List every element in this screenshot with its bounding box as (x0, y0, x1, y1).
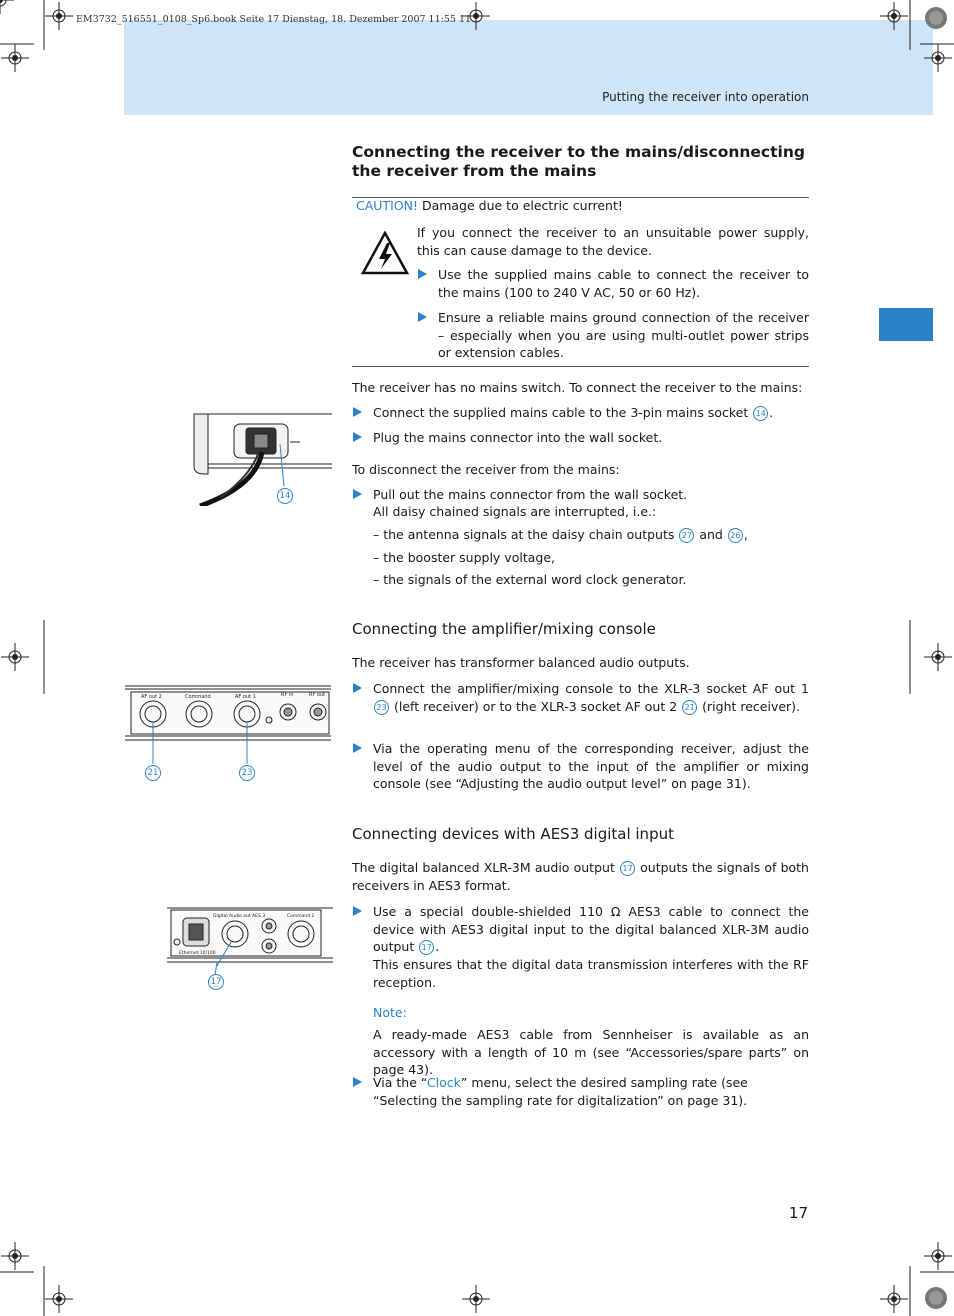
dash-item-1: – the antenna signals at the daisy chain outputs 27 and 26 , (373, 527, 748, 542)
section-heading-mains: Connecting the receiver to the mains/disconnecting the receiver from the mains (352, 143, 805, 180)
label-command-2: Command 2 (287, 914, 315, 919)
bullet-arrow-icon (353, 906, 362, 916)
dash-item-2: – the booster supply voltage, (373, 550, 555, 565)
amplifier-step-2: Via the operating menu of the corresponding receiver, adjust the level of the audio output to the input of the amplifier or mixing console (see “Adjusting the audio output level” on page 31). (373, 741, 809, 791)
caution-bullet-1: Use the supplied mains cable to connect the receiver to the mains (100 to 240 V AC, 50 or 60 Hz). (438, 267, 809, 300)
callout-leaders (146, 744, 256, 768)
aes3-intro: The digital balanced XLR-3M audio output 17 outputs the signals of both receivers in AES3 format. (352, 860, 809, 893)
bullet-arrow-icon (353, 489, 362, 499)
figure-callout-14: 14 (277, 488, 293, 504)
disconnect-step: Pull out the mains connector from the wall socket. (373, 487, 688, 502)
caution-text: If you connect the receiver to an unsuitable power supply, this can cause damage to the device. (417, 225, 809, 258)
label-rf-out: RF out (309, 692, 326, 698)
label-digital-audio-out: Digital Audio out AES 3 (213, 914, 266, 919)
figure-callout-17: 17 (208, 974, 224, 990)
aes3-step-1: Use a special double-shielded 110 Ω AES3 cable to connect the device with AES3 digital input to the digital balanced XLR-3M audio output 17 . (373, 904, 809, 954)
label-ethernet: Ethernet 10/100 (179, 951, 216, 956)
bullet-arrow-icon (418, 269, 427, 279)
note-label: Note: (373, 1005, 407, 1020)
caution-label: CAUTION! (356, 198, 418, 213)
caution-bottom-rule (352, 366, 809, 367)
page-number: 17 (788, 1204, 808, 1222)
bullet-arrow-icon (353, 683, 362, 693)
disconnect-note: All daisy chained signals are interrupted, i.e.: (373, 504, 657, 519)
ref-21: 21 (682, 700, 697, 715)
bullet-arrow-icon (353, 743, 362, 753)
ref-17: 17 (620, 861, 635, 876)
ref-27: 27 (679, 528, 694, 543)
dash-item-3: – the signals of the external word clock generator. (373, 572, 687, 587)
label-rf-in: RF in (281, 692, 294, 698)
mains-socket-illustration (190, 406, 332, 506)
label-command: Command (185, 694, 211, 700)
aes3-step-1-note: This ensures that the digital data transmission interferes with the RF reception. (373, 957, 809, 990)
ref-17: 17 (419, 940, 434, 955)
label-af-out-1: AF out 1 (235, 694, 256, 700)
aes3-step-2: Via the “Clock” menu, select the desired sampling rate (see “Selecting the sampling rate for digitalization” on page 31). (373, 1075, 748, 1108)
caution-bullet-2: Ensure a reliable mains ground connection of the receiver – especially when you are using multi-outlet power strips or extension cables. (438, 310, 809, 360)
ref-26: 26 (728, 528, 743, 543)
high-voltage-warning-icon (361, 231, 409, 275)
aes3-output-illustration (167, 906, 333, 966)
ref-14: 14 (753, 406, 768, 421)
note-text: A ready-made AES3 cable from Sennheiser is available as an accessory with a length of 10 m (see “Accessories/spare parts” on page 43). (373, 1027, 809, 1077)
print-meta: EM3732_516551_0108_Sp6.book Seite 17 Dienstag, 18. Dezember 2007 11:55 11 (76, 14, 472, 25)
caution-heading: Damage due to electric current! (421, 198, 623, 213)
connect-step-1: Connect the supplied mains cable to the 3-pin mains socket 14 . (373, 405, 774, 420)
amplifier-intro: The receiver has transformer balanced audio outputs. (352, 655, 690, 670)
section-heading-amplifier: Connecting the amplifier/mixing console (352, 620, 656, 638)
audio-outputs-illustration (123, 684, 333, 744)
running-header: Putting the receiver into operation (602, 90, 809, 104)
label-af-out-2: AF out 2 (141, 694, 162, 700)
figure-callout-21: 21 (145, 765, 161, 781)
figure-callout-23: 23 (239, 765, 255, 781)
mains-intro: The receiver has no mains switch. To connect the receiver to the mains: (352, 380, 803, 395)
clock-menu-name: Clock (426, 1075, 461, 1090)
bullet-arrow-icon (353, 432, 362, 442)
disconnect-intro: To disconnect the receiver from the mains: (352, 462, 620, 477)
bullet-arrow-icon (353, 407, 362, 417)
ref-23: 23 (374, 700, 389, 715)
section-heading-aes3: Connecting devices with AES3 digital input (352, 825, 674, 843)
caution-title (356, 198, 623, 213)
bullet-arrow-icon (418, 312, 427, 322)
bullet-arrow-icon (353, 1077, 362, 1087)
connect-step-2: Plug the mains connector into the wall socket. (373, 430, 663, 445)
amplifier-step-1: Connect the amplifier/mixing console to the XLR-3 socket AF out 1 23 (left receiver) or to the XLR-3 socket AF out 2 21 (right receiver). (373, 681, 809, 714)
